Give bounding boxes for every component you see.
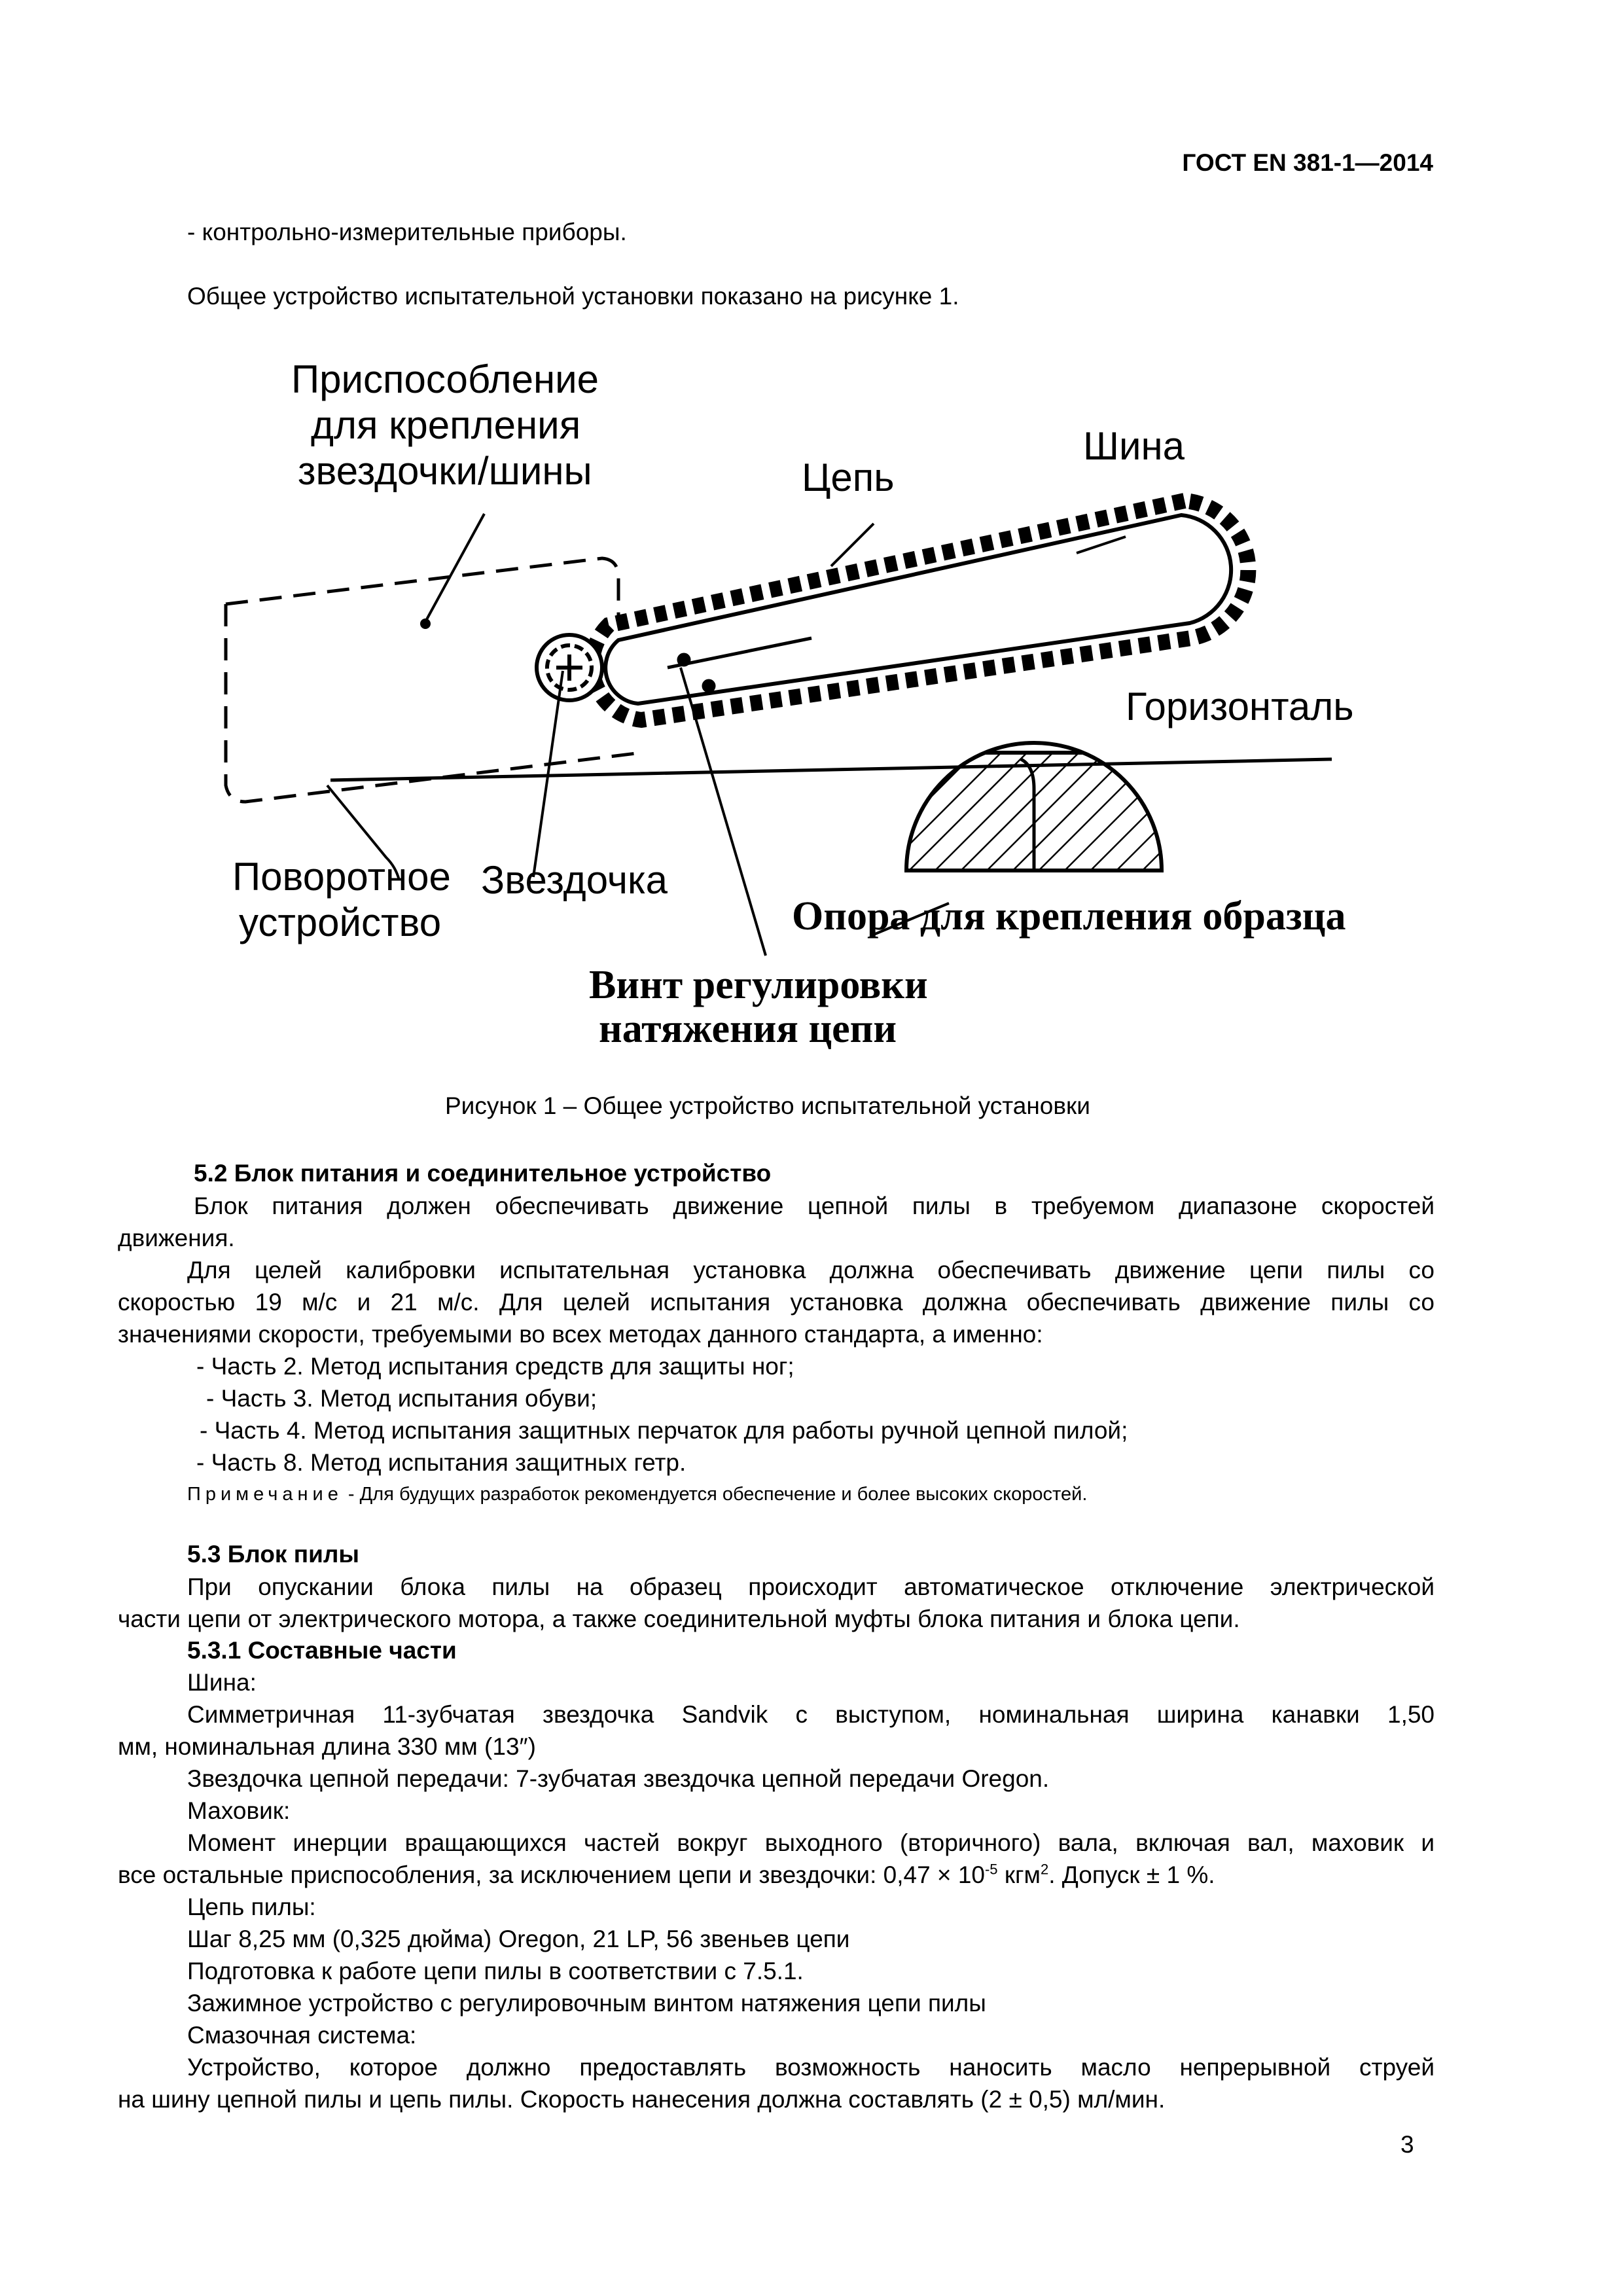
document-header: ГОСТ EN 381-1—2014 [1182, 149, 1433, 176]
label-sprocket: Звездочка [481, 858, 668, 902]
text-line: Блок питания должен обеспечивать движение цепной пилы в требуемом диапазоне скоростей [194, 1193, 1435, 1219]
bar-paragraph [118, 1698, 1435, 1763]
sprocket-text: Звездочка цепной передачи: 7-зубчатая звездочка цепной передачи Oregon. [187, 1765, 1050, 1792]
chain-text: Подготовка к работе цепи пилы в соответствии с 7.5.1. [187, 1958, 804, 1984]
label-pivot-1: Поворотное [232, 855, 451, 899]
label-bar-text: Шина: [187, 1669, 257, 1696]
text-line: на шину цепной пилы и цепь пилы. Скорость нанесения должна составлять (2 ± 0,5) мл/мин. [118, 2086, 1166, 2113]
section-heading-5-2: 5.2 Блок питания и соединительное устройство [194, 1160, 772, 1187]
intro-list-item: - контрольно-измерительные приборы. [187, 219, 627, 245]
section-5-2-paragraph-2 [118, 1254, 1435, 1350]
note-label: Примечание [187, 1484, 343, 1505]
chain-text: Шаг 8,25 мм (0,325 дюйма) Oregon, 21 LP, 56 звеньев цепи [187, 1926, 850, 1952]
label-fixture-1: Приспособление [291, 357, 599, 401]
lube-label: Смазочная система: [187, 2022, 417, 2049]
text-line: части цепи от электрического мотора, а также соединительной муфты блока питания и блока цепи. [118, 1605, 1240, 1632]
flywheel-label: Маховик: [187, 1797, 291, 1824]
text-run: все остальные приспособления, за исключением цепи и звездочки: 0,47 × 10 [118, 1861, 985, 1888]
text-line [118, 1859, 1435, 1891]
flywheel-paragraph [118, 1827, 1435, 1891]
list-item: - Часть 2. Метод испытания средств для защиты ног; [196, 1353, 794, 1380]
chain-text: Зажимное устройство с регулировочным винтом натяжения цепи пилы [187, 1990, 986, 2017]
label-horizontal: Горизонталь [1126, 685, 1354, 728]
text-line: скоростью 19 м/с и 21 м/с. Для целей испытания установка должна обеспечивать движение пилы со [118, 1289, 1435, 1316]
exponent: 2 [1040, 1861, 1049, 1878]
label-bar: Шина [1083, 424, 1185, 468]
text-line: Симметричная 11-зубчатая звездочка Sandvik с выступом, номинальная ширина канавки 1,50 [187, 1701, 1435, 1728]
label-fixture-3: звездочки/шины [298, 449, 592, 493]
text-line: мм, номинальная длина 330 мм (13″) [118, 1733, 536, 1760]
figure-caption: Рисунок 1 – Общее устройство испытательной установки [445, 1092, 1090, 1119]
text-run: . Допуск ± 1 %. [1048, 1861, 1215, 1888]
text-line: При опускании блока пилы на образец происходит автоматическое отключение электрической [187, 1573, 1435, 1600]
intro-paragraph: Общее устройство испытательной установки показано на рисунке 1. [187, 283, 959, 310]
label-fixture-2: для крепления [311, 403, 581, 447]
label-screw-2: натяжения цепи [599, 1007, 897, 1051]
list-item: - Часть 8. Метод испытания защитных гетр. [196, 1449, 687, 1476]
section-heading-5-3: 5.3 Блок пилы [187, 1541, 359, 1568]
note-text: - Для будущих разработок рекомендуется обеспечение и более высоких скоростей. [342, 1484, 1088, 1505]
text-line: движения. [118, 1225, 235, 1251]
sprocket [537, 635, 602, 700]
note [187, 1484, 1087, 1505]
page-number: 3 [1400, 2131, 1414, 2158]
text-line: Для целей калибровки испытательная установка должна обеспечивать движение цепи пилы со [187, 1257, 1435, 1283]
label-chain: Цепь [802, 456, 895, 499]
label-pivot-2: устройство [239, 901, 442, 944]
list-item: - Часть 3. Метод испытания обуви; [206, 1385, 597, 1412]
list-item: - Часть 4. Метод испытания защитных перчаток для работы ручной цепной пилой; [200, 1417, 1128, 1444]
text-line: Момент инерции вращающихся частей вокруг выходного (вторичного) вала, включая вал, маховик и [187, 1829, 1435, 1856]
label-screw-1: Винт регулировки [589, 963, 928, 1007]
label-support: Опора для крепления образца [792, 894, 1346, 939]
text-run: кгм [997, 1861, 1041, 1888]
section-5-3-paragraph [118, 1571, 1435, 1635]
text-line: Устройство, которое должно предоставлять возможность наносить масло непрерывной струей [187, 2054, 1435, 2081]
chain-label: Цепь пилы: [187, 1893, 316, 1920]
lube-paragraph [118, 2051, 1435, 2115]
text-line: значениями скорости, требуемыми во всех методах данного стандарта, а именно: [118, 1321, 1043, 1348]
exponent: -5 [984, 1861, 998, 1878]
horizontal-line [330, 759, 1332, 780]
figure-test-rig [0, 327, 1623, 1080]
subsection-heading-5-3-1: 5.3.1 Составные части [187, 1637, 457, 1664]
section-5-2-paragraph-1 [118, 1190, 1435, 1254]
